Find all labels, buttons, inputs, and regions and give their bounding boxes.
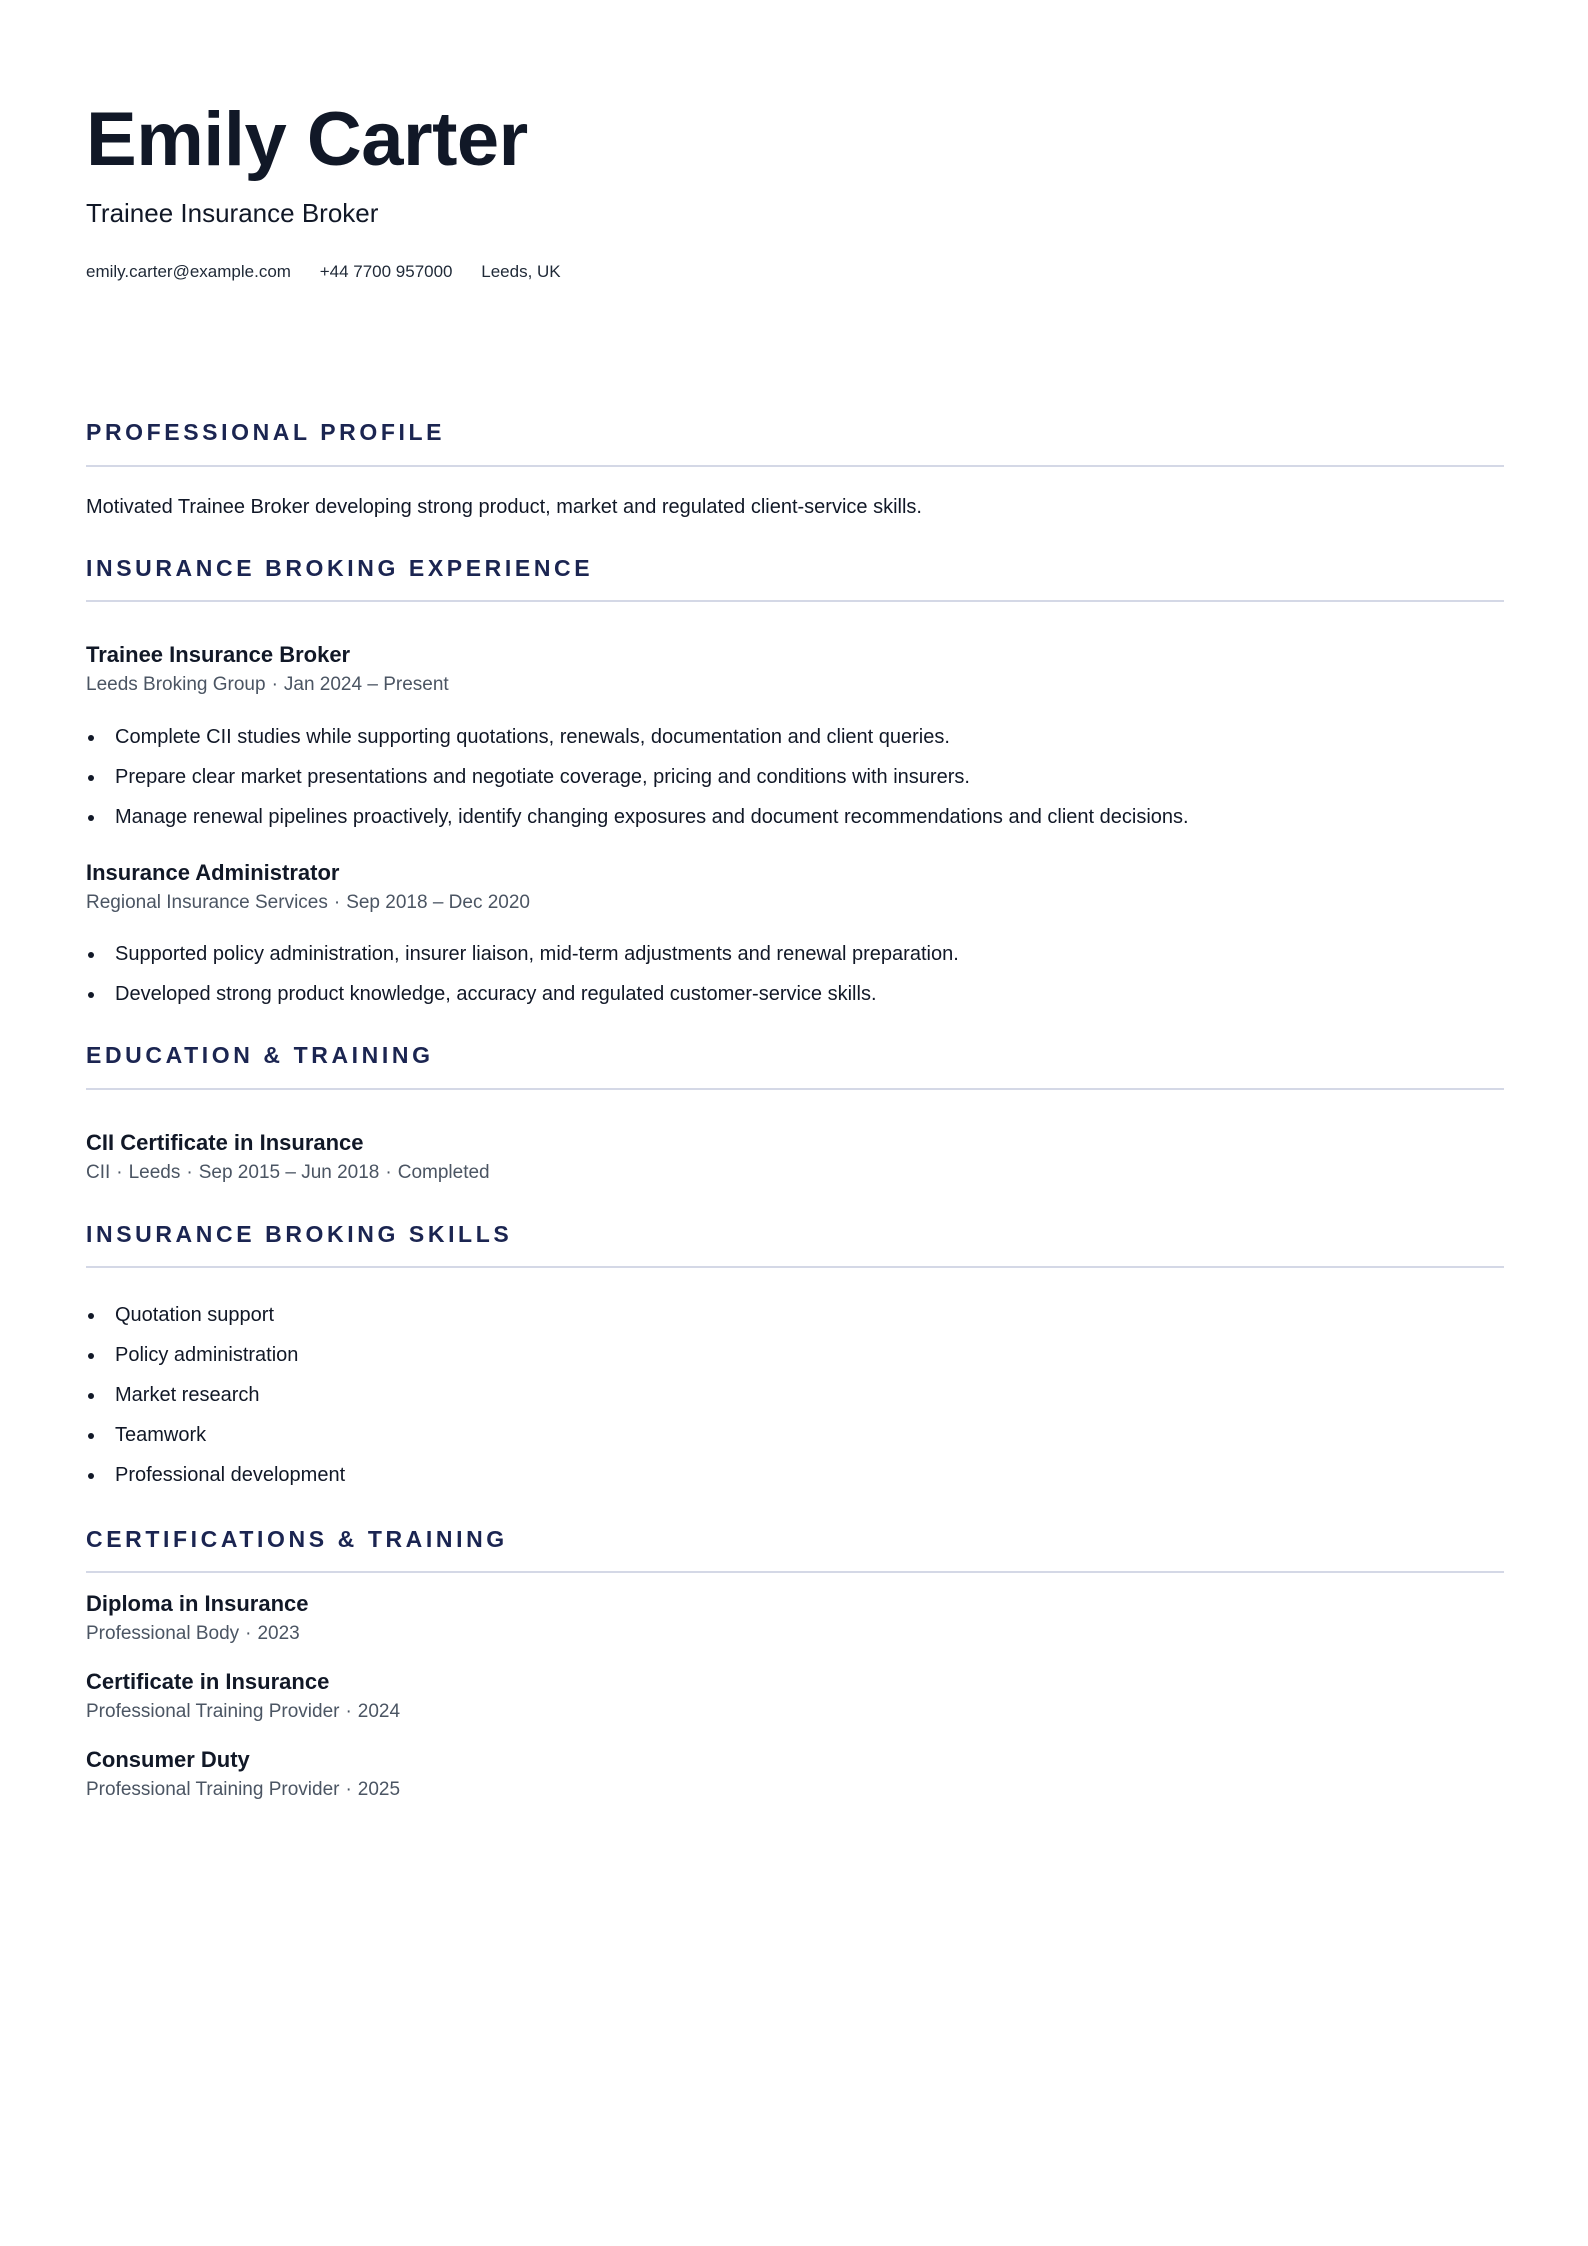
candidate-name: Emily Carter: [86, 97, 528, 182]
skill-item: Policy administration: [86, 1341, 345, 1381]
candidate-headline: Trainee Insurance Broker: [86, 198, 379, 228]
section-divider: [86, 600, 1504, 602]
skill-item: Professional development: [86, 1461, 345, 1501]
job-role: Insurance Administrator: [86, 860, 340, 885]
education-qualification: CII Certificate in Insurance: [86, 1130, 364, 1155]
certification-meta: Professional Training Provider · 2025: [86, 1779, 401, 1800]
section-title-profile: PROFESSIONAL PROFILE: [86, 419, 446, 445]
certification-name: Consumer Duty: [86, 1747, 250, 1772]
certification-name: Certificate in Insurance: [86, 1669, 330, 1694]
job-bullets: [86, 940, 959, 1020]
certification-meta: Professional Body · 2023: [86, 1623, 300, 1644]
education-status: Completed: [397, 1162, 490, 1183]
skill-item: Quotation support: [86, 1301, 345, 1341]
education-dates: Sep 2015 – Jun 2018: [198, 1162, 380, 1183]
section-title-skills: INSURANCE BROKING SKILLS: [86, 1221, 513, 1247]
section-divider: [86, 1088, 1504, 1090]
skill-item: Teamwork: [86, 1421, 345, 1461]
contact-email[interactable]: emily.carter@example.com: [86, 262, 291, 281]
certification-issuer: Professional Body: [86, 1623, 240, 1644]
profile-summary: Motivated Trainee Broker developing strong product, market and regulated client-service skills.: [86, 496, 922, 518]
contact-phone[interactable]: +44 7700 957000: [319, 262, 453, 281]
job-company: Leeds Broking Group: [86, 674, 266, 695]
section-divider: [86, 465, 1504, 467]
job-dates: Jan 2024 – Present: [283, 674, 449, 695]
education-institution: CII: [86, 1162, 111, 1183]
list-item: Manage renewal pipelines proactively, identify changing exposures and document recommendations and client decisions.: [86, 803, 1189, 843]
section-title-education: EDUCATION & TRAINING: [86, 1042, 434, 1068]
list-item: Developed strong product knowledge, accuracy and regulated customer-service skills.: [86, 980, 959, 1020]
section-title-experience: INSURANCE BROKING EXPERIENCE: [86, 555, 594, 581]
section-divider: [86, 1266, 1504, 1268]
certification-issuer: Professional Training Provider: [86, 1701, 340, 1722]
job-bullets: [86, 723, 1189, 843]
section-title-certifications: CERTIFICATIONS & TRAINING: [86, 1526, 508, 1552]
job-meta: Leeds Broking Group · Jan 2024 – Present: [86, 674, 449, 695]
job-role: Trainee Insurance Broker: [86, 642, 351, 667]
job-company: Regional Insurance Services: [86, 892, 328, 913]
list-item: Prepare clear market presentations and negotiate coverage, pricing and conditions with insurers.: [86, 763, 1189, 803]
certification-year: 2023: [257, 1623, 300, 1644]
list-item: Supported policy administration, insurer liaison, mid-term adjustments and renewal preparation.: [86, 940, 959, 980]
certification-year: 2024: [357, 1701, 401, 1722]
education-meta: CII · Leeds · Sep 2015 – Jun 2018 · Completed: [86, 1162, 490, 1183]
list-item: Complete CII studies while supporting quotations, renewals, documentation and client queries.: [86, 723, 1189, 763]
skill-item: Market research: [86, 1381, 345, 1421]
education-place: Leeds: [128, 1162, 181, 1183]
certification-name: Diploma in Insurance: [86, 1591, 309, 1616]
contact-line: [86, 260, 585, 284]
job-dates: Sep 2018 – Dec 2020: [346, 892, 530, 913]
job-meta: Regional Insurance Services · Sep 2018 – Dec 2020: [86, 892, 530, 913]
contact-location: Leeds, UK: [481, 262, 561, 281]
certification-issuer: Professional Training Provider: [86, 1779, 340, 1800]
certification-year: 2025: [357, 1779, 401, 1800]
section-divider: [86, 1571, 1504, 1573]
certification-meta: Professional Training Provider · 2024: [86, 1701, 401, 1722]
skills-list: [86, 1301, 345, 1501]
